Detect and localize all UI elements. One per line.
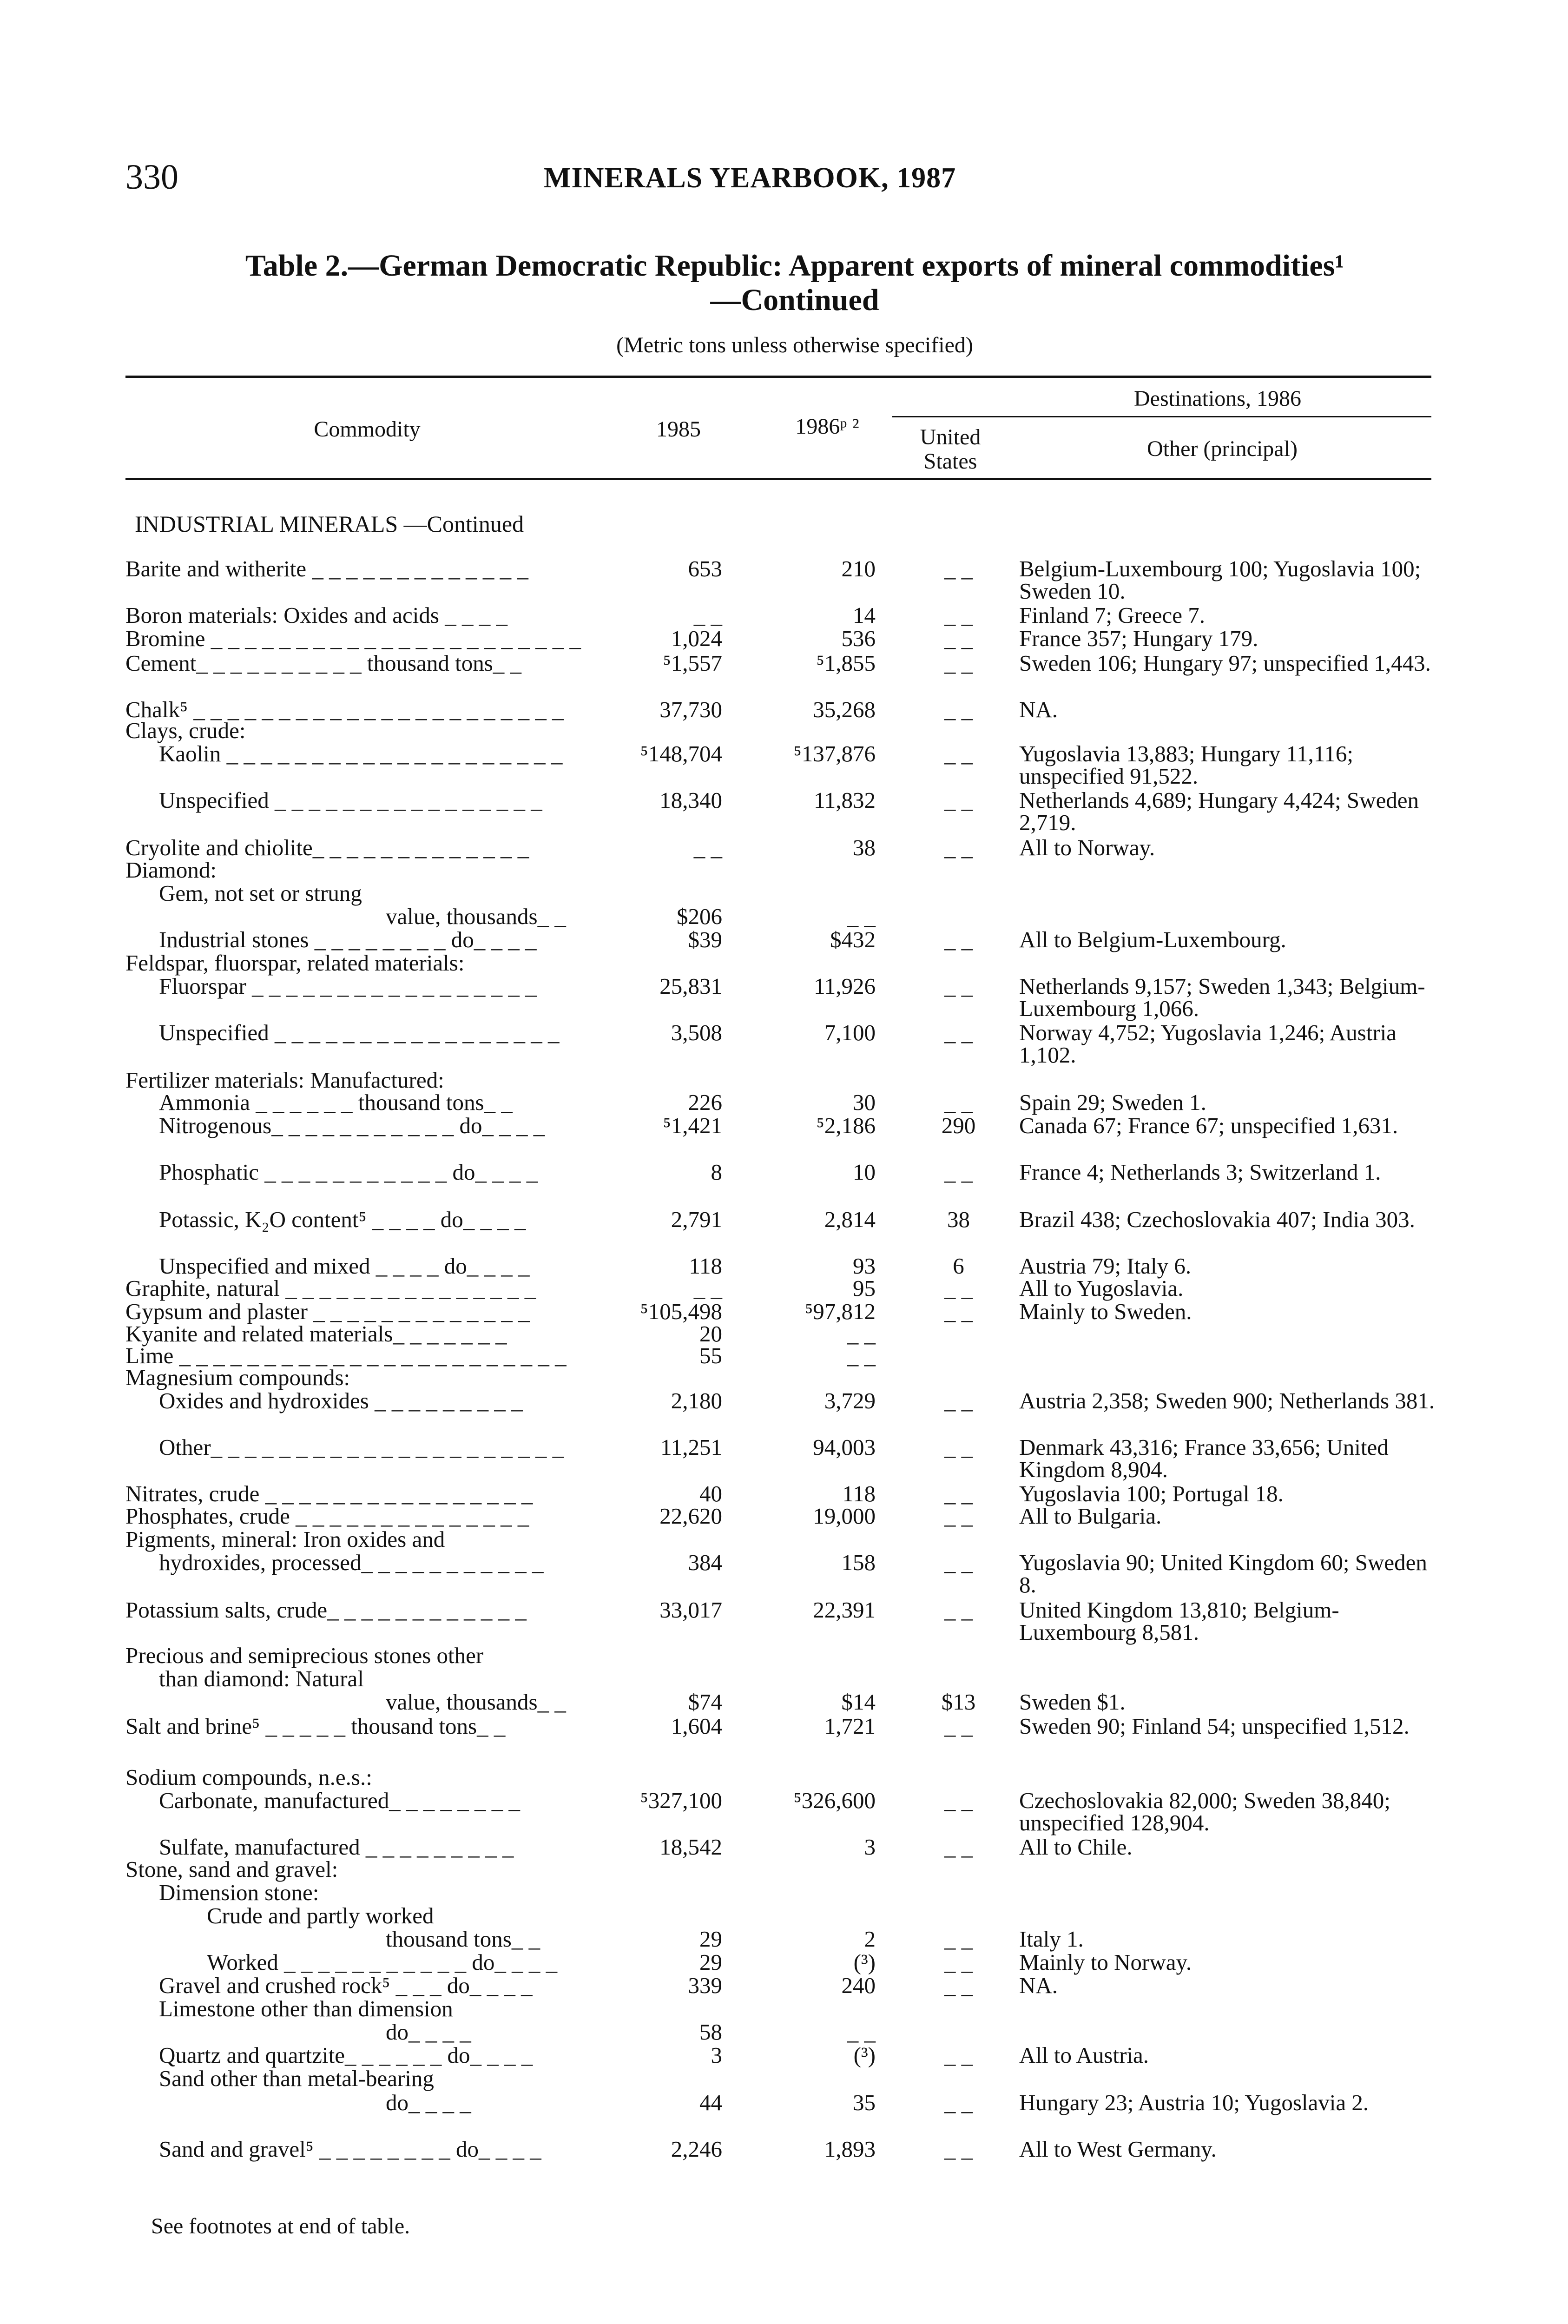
commodity-cell: Graphite, natural _ _ _ _ _ _ _ _ _ _ _ _ _ _ _ (125, 1275, 536, 1301)
value-1985-cell: 22,620 (659, 1503, 722, 1529)
commodity-cell: Sodium compounds, n.e.s.: (125, 1764, 372, 1790)
header-1985: 1985 (656, 417, 701, 442)
commodity-cell: than diamond: Natural (159, 1666, 364, 1691)
commodity-cell: Gem, not set or strung (159, 880, 362, 906)
united-states-cell: _ _ (944, 1788, 973, 1813)
other-destinations-cell: Austria 2,358; Sweden 900; Netherlands 381. (1019, 1388, 1435, 1413)
other-destinations-cell: All to Bulgaria. (1019, 1503, 1162, 1529)
united-states-cell: _ _ (944, 1159, 973, 1185)
value-1985-cell: 29 (699, 1949, 722, 1975)
table-title-line2: —Continued (710, 283, 879, 317)
commodity-cell: value, thousands_ _ (386, 1689, 566, 1715)
united-states-cell: _ _ (944, 1550, 973, 1575)
value-1985-cell: 33,017 (659, 1597, 722, 1623)
header-destinations: Destinations, 1986 (1134, 386, 1301, 411)
value-1986-cell: ⁵137,876 (793, 741, 876, 766)
united-states-cell: _ _ (944, 1973, 973, 1998)
value-1986-cell: (³) (853, 1949, 876, 1975)
value-1985-cell: 58 (699, 2019, 722, 2045)
commodity-cell: Pigments, mineral: Iron oxides and (125, 1526, 445, 1552)
value-1985-cell: $74 (688, 1689, 722, 1715)
value-1985-cell: 2,246 (671, 2136, 722, 2162)
other-destinations-cell: Mainly to Norway. (1019, 1949, 1192, 1975)
united-states-cell: _ _ (944, 1299, 973, 1324)
commodity-cell: Barite and witherite _ _ _ _ _ _ _ _ _ _ _ _ _ (125, 556, 528, 581)
value-1985-cell: 18,340 (659, 787, 722, 813)
united-states-cell: _ _ (944, 1949, 973, 1975)
value-1986-cell: 11,926 (814, 973, 876, 999)
commodity-cell: Potassic, K₂O content⁵ _ _ _ _ do_ _ _ _ (159, 1207, 526, 1232)
value-1986-cell: 35 (853, 2090, 876, 2115)
value-1985-cell: 11,251 (660, 1434, 722, 1460)
commodity-cell: Other_ _ _ _ _ _ _ _ _ _ _ _ _ _ _ _ _ _ _ _ _ (159, 1434, 564, 1460)
commodity-cell: Carbonate, manufactured_ _ _ _ _ _ _ _ (159, 1788, 520, 1813)
commodity-cell: Diamond: (125, 857, 217, 883)
united-states-cell: _ _ (944, 602, 973, 628)
value-1986-cell: 35,268 (813, 697, 876, 722)
united-states-cell: _ _ (944, 1834, 973, 1860)
united-states-cell: _ _ (944, 1926, 973, 1952)
other-destinations-cell: Sweden $1. (1019, 1689, 1126, 1715)
value-1985-cell: 3,508 (671, 1020, 722, 1045)
other-destinations-cell: All to West Germany. (1019, 2136, 1217, 2162)
commodity-cell: Phosphates, crude _ _ _ _ _ _ _ _ _ _ _ _ _ _ (125, 1503, 529, 1529)
commodity-cell: Nitrates, crude _ _ _ _ _ _ _ _ _ _ _ _ _ _ _ _ (125, 1481, 533, 1506)
commodity-cell: Phosphatic _ _ _ _ _ _ _ _ _ _ _ do_ _ _ _ (159, 1159, 538, 1185)
other-destinations-cell: All to Austria. (1019, 2042, 1149, 2068)
header-commodity: Commodity (314, 417, 421, 442)
other-destinations-cell: Hungary 23; Austria 10; Yugoslavia 2. (1019, 2090, 1369, 2115)
value-1986-cell: 11,832 (814, 787, 876, 813)
value-1986-cell: 10 (853, 1159, 876, 1185)
other-destinations-cell: France 4; Netherlands 3; Switzerland 1. (1019, 1159, 1381, 1185)
value-1986-cell: $14 (841, 1689, 876, 1715)
destinations-rule (892, 416, 1431, 417)
value-1985-cell: 37,730 (659, 697, 722, 722)
commodity-cell: Sand other than metal-bearing (159, 2066, 434, 2091)
united-states-cell: _ _ (944, 2042, 973, 2068)
united-states-cell: _ _ (944, 1275, 973, 1301)
running-head: MINERALS YEARBOOK, 1987 (544, 162, 956, 194)
value-1986-cell: _ _ (847, 1343, 876, 1368)
commodity-cell: do_ _ _ _ (386, 2090, 471, 2115)
other-destinations-cell: Norway 4,752; Yugoslavia 1,246; Austria 1,102. (1019, 1020, 1397, 1068)
united-states-cell: _ _ (944, 650, 973, 676)
commodity-cell: Limestone other than dimension (159, 1996, 453, 2021)
united-states-cell: _ _ (944, 973, 973, 999)
value-1985-cell: $206 (677, 904, 722, 929)
value-1986-cell: ⁵2,186 (816, 1113, 876, 1138)
commodity-cell: Lime _ _ _ _ _ _ _ _ _ _ _ _ _ _ _ _ _ _ _ _ _ _ _ (125, 1343, 567, 1368)
value-1985-cell: 1,604 (671, 1713, 722, 1739)
value-1985-cell: ⁵327,100 (640, 1788, 722, 1813)
commodity-cell: Feldspar, fluorspar, related materials: (125, 950, 465, 976)
other-destinations-cell: All to Norway. (1019, 835, 1155, 860)
value-1986-cell: ⁵1,855 (816, 650, 876, 676)
commodity-cell: Bromine _ _ _ _ _ _ _ _ _ _ _ _ _ _ _ _ _ _ _ _ _ _ (125, 626, 581, 651)
commodity-cell: Dimension stone: (159, 1880, 319, 1905)
other-destinations-cell: Italy 1. (1019, 1926, 1084, 1952)
value-1985-cell: 1,024 (671, 626, 722, 651)
value-1986-cell: 7,100 (824, 1020, 876, 1045)
value-1986-cell: 240 (841, 1973, 876, 1998)
united-states-cell: 38 (947, 1207, 970, 1232)
value-1986-cell: ⁵97,812 (805, 1299, 876, 1324)
other-destinations-cell: Austria 79; Italy 6. (1019, 1253, 1192, 1279)
header-top-rule (125, 376, 1431, 378)
value-1985-cell: ⁵148,704 (640, 741, 722, 766)
commodity-cell: Gravel and crushed rock⁵ _ _ _ do_ _ _ _ (159, 1973, 533, 1998)
value-1985-cell: _ _ (693, 1275, 722, 1301)
other-destinations-cell: NA. (1019, 697, 1058, 722)
other-destinations-cell: Mainly to Sweden. (1019, 1299, 1192, 1324)
commodity-cell: Crude and partly worked (207, 1903, 434, 1928)
value-1986-cell: 30 (853, 1089, 876, 1115)
other-destinations-cell: Netherlands 4,689; Hungary 4,424; Sweden 2,719. (1019, 787, 1419, 835)
commodity-cell: Unspecified _ _ _ _ _ _ _ _ _ _ _ _ _ _ _ _ _ (159, 1020, 560, 1045)
value-1986-cell: 2 (864, 1926, 876, 1952)
value-1986-cell: $432 (830, 927, 876, 952)
commodity-cell: Quartz and quartzite_ _ _ _ _ _ do_ _ _ _ (159, 2042, 533, 2068)
other-destinations-cell: Spain 29; Sweden 1. (1019, 1089, 1206, 1115)
united-states-cell: _ _ (944, 1089, 973, 1115)
value-1986-cell: _ _ (847, 2019, 876, 2045)
united-states-cell: _ _ (944, 1503, 973, 1529)
commodity-cell: hydroxides, processed_ _ _ _ _ _ _ _ _ _ _ (159, 1550, 544, 1575)
header-united-states: United States (920, 425, 981, 474)
united-states-cell: _ _ (944, 835, 973, 860)
other-destinations-cell: Sweden 106; Hungary 97; unspecified 1,443. (1019, 650, 1431, 676)
other-destinations-cell: Belgium-Luxembourg 100; Yugoslavia 100; Sweden 10. (1019, 556, 1421, 604)
commodity-cell: Sulfate, manufactured _ _ _ _ _ _ _ _ _ (159, 1834, 514, 1860)
table-title (172, 249, 1417, 317)
value-1986-cell: _ _ (847, 1321, 876, 1347)
header-bottom-rule (125, 478, 1431, 480)
other-destinations-cell: Finland 7; Greece 7. (1019, 602, 1206, 628)
commodity-cell: Industrial stones _ _ _ _ _ _ _ _ do_ _ _ _ (159, 927, 537, 952)
value-1985-cell: ⁵1,557 (663, 650, 722, 676)
commodity-cell: Chalk⁵ _ _ _ _ _ _ _ _ _ _ _ _ _ _ _ _ _ _ _ _ _ _ (125, 697, 564, 722)
other-destinations-cell: All to Yugoslavia. (1019, 1275, 1184, 1301)
commodity-cell: Gypsum and plaster _ _ _ _ _ _ _ _ _ _ _ _ _ (125, 1299, 530, 1324)
value-1986-cell: 2,814 (824, 1207, 876, 1232)
value-1986-cell: 94,003 (813, 1434, 876, 1460)
value-1986-cell: 536 (841, 626, 876, 651)
united-states-cell: _ _ (944, 1434, 973, 1460)
other-destinations-cell: Yugoslavia 90; United Kingdom 60; Sweden 8. (1019, 1550, 1427, 1598)
value-1986-cell: (³) (853, 2042, 876, 2068)
united-states-cell: _ _ (944, 1481, 973, 1506)
value-1986-cell: _ _ (847, 904, 876, 929)
united-states-cell: _ _ (944, 626, 973, 651)
value-1985-cell: ⁵105,498 (640, 1299, 722, 1324)
value-1985-cell: $39 (688, 927, 722, 952)
value-1986-cell: 22,391 (813, 1597, 876, 1623)
value-1985-cell: 20 (699, 1321, 722, 1347)
value-1985-cell: 8 (711, 1159, 722, 1185)
value-1986-cell: 95 (853, 1275, 876, 1301)
commodity-cell: Potassium salts, crude_ _ _ _ _ _ _ _ _ _ _ _ (125, 1597, 527, 1623)
united-states-cell: _ _ (944, 1020, 973, 1045)
value-1985-cell: _ _ (693, 835, 722, 860)
commodity-cell: Cement_ _ _ _ _ _ _ _ _ _ thousand tons_ _ (125, 650, 522, 676)
commodity-cell: Boron materials: Oxides and acids _ _ _ _ (125, 602, 507, 628)
header-other-principal: Other (principal) (1147, 436, 1298, 461)
other-destinations-cell: Yugoslavia 13,883; Hungary 11,116; unspecified 91,522. (1019, 741, 1354, 789)
commodity-cell: Salt and brine⁵ _ _ _ _ _ thousand tons_ _ (125, 1713, 506, 1739)
value-1985-cell: 25,831 (659, 973, 722, 999)
value-1985-cell: 29 (699, 1926, 722, 1952)
other-destinations-cell: Brazil 438; Czechoslovakia 407; India 303. (1019, 1207, 1415, 1232)
other-destinations-cell: NA. (1019, 1973, 1058, 1998)
united-states-cell: _ _ (944, 741, 973, 766)
united-states-cell: $13 (941, 1689, 976, 1715)
commodity-cell: Kaolin _ _ _ _ _ _ _ _ _ _ _ _ _ _ _ _ _ _ _ _ (159, 741, 563, 766)
united-states-cell: _ _ (944, 1597, 973, 1623)
commodity-cell: Oxides and hydroxides _ _ _ _ _ _ _ _ _ (159, 1388, 523, 1413)
value-1985-cell: 55 (699, 1343, 722, 1368)
united-states-cell: 6 (953, 1253, 964, 1279)
value-1986-cell: 118 (842, 1481, 876, 1506)
united-states-cell: _ _ (944, 556, 973, 581)
other-destinations-cell: Denmark 43,316; France 33,656; United Kingdom 8,904. (1019, 1434, 1389, 1482)
commodity-cell: Fluorspar _ _ _ _ _ _ _ _ _ _ _ _ _ _ _ _ _ (159, 973, 537, 999)
united-states-cell: _ _ (944, 927, 973, 952)
other-destinations-cell: Czechoslovakia 82,000; Sweden 38,840; unspecified 128,904. (1019, 1788, 1390, 1835)
table-subtitle: (Metric tons unless otherwise specified) (616, 333, 973, 357)
commodity-cell: Nitrogenous_ _ _ _ _ _ _ _ _ _ _ do_ _ _ _ (159, 1113, 545, 1138)
united-states-cell: _ _ (944, 697, 973, 722)
value-1985-cell: 653 (688, 556, 722, 581)
value-1986-cell: ⁵326,600 (793, 1788, 876, 1813)
other-destinations-cell: Sweden 90; Finland 54; unspecified 1,512. (1019, 1713, 1410, 1739)
header-1986: 1986ᵖ ² (795, 414, 859, 439)
united-states-cell: _ _ (944, 1713, 973, 1739)
table-title-line1: Table 2.—German Democratic Republic: Apparent exports of mineral commodities¹ (245, 249, 1344, 283)
united-states-cell: _ _ (944, 2090, 973, 2115)
united-states-cell: 290 (941, 1113, 976, 1138)
commodity-cell: Precious and semiprecious stones other (125, 1643, 484, 1668)
page-number: 330 (125, 158, 178, 197)
footnote-reference: See footnotes at end of table. (151, 2214, 410, 2238)
value-1986-cell: 1,721 (824, 1713, 876, 1739)
commodity-cell: Cryolite and chiolite_ _ _ _ _ _ _ _ _ _ _ _ _ (125, 835, 529, 860)
other-destinations-cell: France 357; Hungary 179. (1019, 626, 1258, 651)
section-label: INDUSTRIAL MINERALS —Continued (135, 511, 524, 537)
commodity-cell: Worked _ _ _ _ _ _ _ _ _ _ _ do_ _ _ _ (207, 1949, 558, 1975)
value-1986-cell: 1,893 (824, 2136, 876, 2162)
commodity-cell: Ammonia _ _ _ _ _ _ thousand tons_ _ (159, 1089, 513, 1115)
other-destinations-cell: All to Chile. (1019, 1834, 1133, 1860)
value-1985-cell: 44 (699, 2090, 722, 2115)
other-destinations-cell: United Kingdom 13,810; Belgium-Luxembourg 8,581. (1019, 1597, 1339, 1645)
other-destinations-cell: All to Belgium-Luxembourg. (1019, 927, 1286, 952)
commodity-cell: Unspecified _ _ _ _ _ _ _ _ _ _ _ _ _ _ _ _ (159, 787, 542, 813)
commodity-cell: value, thousands_ _ (386, 904, 566, 929)
other-destinations-cell: Yugoslavia 100; Portugal 18. (1019, 1481, 1284, 1506)
value-1985-cell: ⁵1,421 (663, 1113, 722, 1138)
united-states-cell: _ _ (944, 787, 973, 813)
commodity-cell: do_ _ _ _ (386, 2019, 471, 2045)
value-1986-cell: 14 (853, 602, 876, 628)
commodity-cell: thousand tons_ _ (386, 1926, 540, 1952)
commodity-cell: Stone, sand and gravel: (125, 1856, 338, 1882)
value-1986-cell: 3 (864, 1834, 876, 1860)
united-states-cell: _ _ (944, 1388, 973, 1413)
other-destinations-cell: Canada 67; France 67; unspecified 1,631. (1019, 1113, 1398, 1138)
commodity-cell: Magnesium compounds: (125, 1365, 350, 1390)
commodity-cell: Clays, crude: (125, 718, 246, 743)
value-1986-cell: 158 (841, 1550, 876, 1575)
value-1986-cell: 93 (853, 1253, 876, 1279)
value-1985-cell: _ _ (693, 602, 722, 628)
value-1985-cell: 2,180 (671, 1388, 722, 1413)
commodity-cell: Unspecified and mixed _ _ _ _ do_ _ _ _ (159, 1253, 530, 1279)
value-1985-cell: 118 (689, 1253, 722, 1279)
commodity-cell: Kyanite and related materials_ _ _ _ _ _ _ (125, 1321, 507, 1347)
value-1985-cell: 3 (711, 2042, 722, 2068)
value-1986-cell: 210 (841, 556, 876, 581)
value-1985-cell: 2,791 (671, 1207, 722, 1232)
commodity-cell: Sand and gravel⁵ _ _ _ _ _ _ _ _ do_ _ _ _ (159, 2136, 541, 2162)
value-1985-cell: 18,542 (659, 1834, 722, 1860)
united-states-cell: _ _ (944, 2136, 973, 2162)
value-1985-cell: 339 (688, 1973, 722, 1998)
other-destinations-cell: Netherlands 9,157; Sweden 1,343; Belgium-Luxembourg 1,066. (1019, 973, 1425, 1021)
value-1985-cell: 40 (699, 1481, 722, 1506)
value-1985-cell: 384 (688, 1550, 722, 1575)
value-1986-cell: 38 (853, 835, 876, 860)
value-1986-cell: 19,000 (813, 1503, 876, 1529)
value-1986-cell: 3,729 (824, 1388, 876, 1413)
commodity-cell: Fertilizer materials: Manufactured: (125, 1067, 444, 1093)
value-1985-cell: 226 (688, 1089, 722, 1115)
